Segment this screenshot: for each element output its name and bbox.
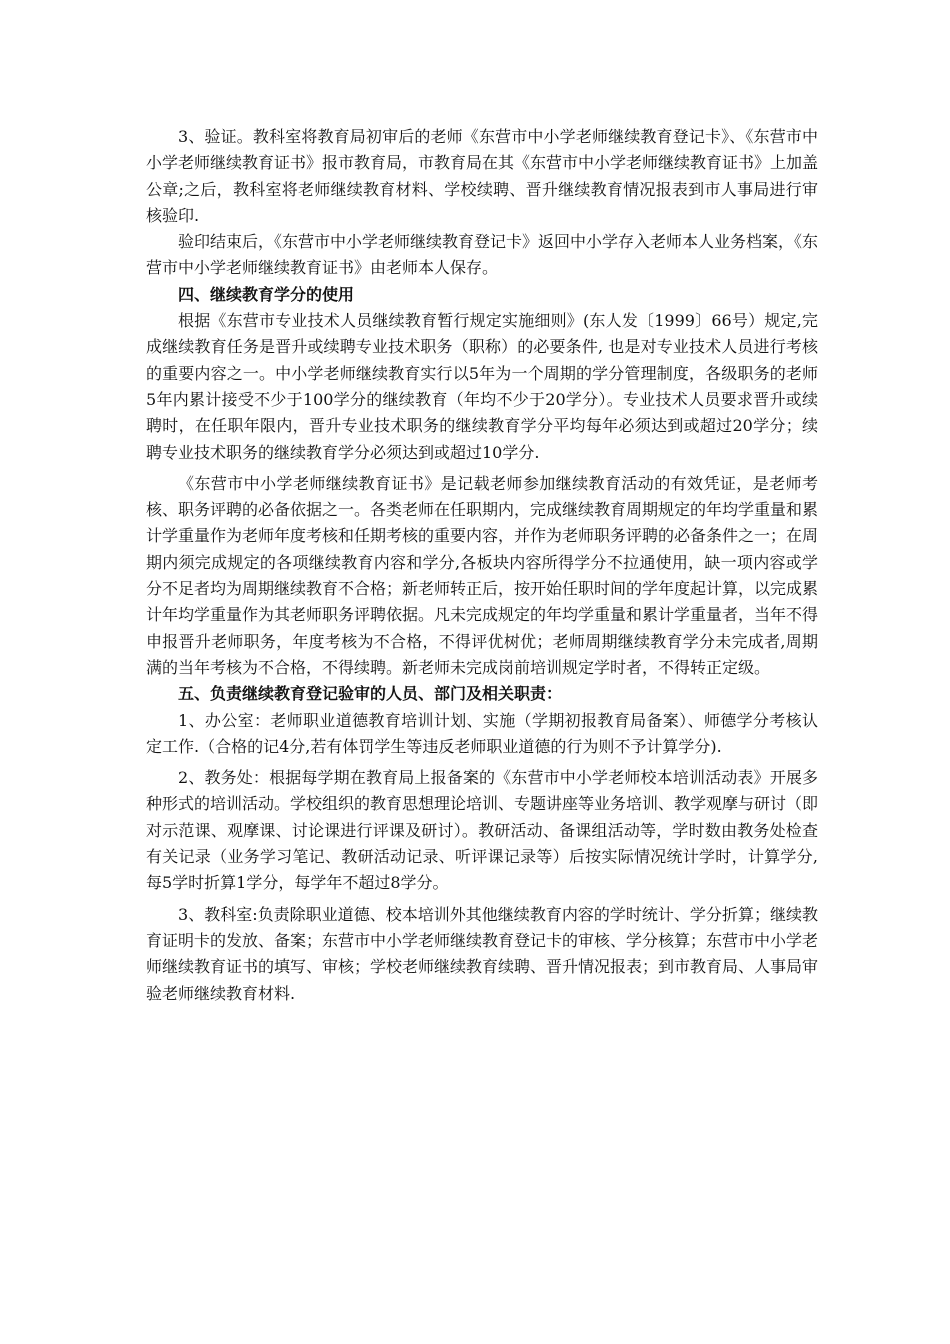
section-heading-responsibilities: 五、负责继续教育登记验审的人员、部门及相关职责： bbox=[178, 684, 563, 704]
paragraph-academic-affairs: 2、教务处：根据每学期在教育局上报备案的《东营市中小学老师校本培训活动表》开展多种形式的培训活动。学校组织的教育思想理论培训、专题讲座等业务培训、教学观摩与研讨（即对示范课、观摩课、讨论课进行评课及研讨）。教研活动、备课组活动等，学时数由教务处检查有关记录（业务学习笔记、教研活动记录、听评课记录等）后按实际情况统计学时，计算学分,每5学时折算1学分，每学年不超过8学分。 bbox=[146, 768, 819, 893]
paragraph-after-verification: 验印结束后，《东营市中小学老师继续教育登记卡》返回中小学存入老师本人业务档案，《东营市中小学老师继续教育证书》由老师本人保存。 bbox=[146, 232, 819, 278]
section-heading-credit-usage: 四、继续教育学分的使用 bbox=[178, 284, 355, 304]
paragraph-certificate: 《东营市中小学老师继续教育证书》是记载老师参加继续教育活动的有效凭证，是老师考核、职务评聘的必备依据之一。各类老师在任职期内，完成继续教育周期规定的年均学重量和累计学重量作为老师年度考核和任期考核的重要内容，并作为老师职务评聘的必备条件之一；在周期内须完成规定的各项继续教育内容和学分,各板块内容所得学分不拉通使用，缺一项内容或学分不足者均为周期继续教育不合格；新老师转正后，按开始任职时间的学年度起计算，以完成累计年均学重量作为其老师职务评聘依据。凡未完成规定的年均学重量和累计学重量者，当年不得申报晋升老师职务，年度考核为不合格，不得评优树优；老师周期继续教育学分未完成者,周期满的当年考核为不合格，不得续聘。新老师未完成岗前培训规定学时者，不得转正定级。 bbox=[146, 473, 819, 677]
paragraph-verification: 3、验证。教科室将教育局初审后的老师《东营市中小学老师继续教育登记卡》、《东营市中小学老师继续教育证书》报市教育局，市教育局在其《东营市中小学老师继续教育证书》上加盖公章;之后，教科室将老师继续教育材料、学校续聘、晋升继续教育情况报表到市人事局进行审核验印. bbox=[146, 127, 819, 225]
document-page bbox=[146, 124, 818, 1007]
paragraph-research-office: 3、教科室:负责除职业道德、校本培训外其他继续教育内容的学时统计、学分折算；继续教育证明卡的发放、备案；东营市中小学老师继续教育登记卡的审核、学分核算；东营市中小学老师继续教育证书的填写、审核；学校老师继续教育续聘、晋升情况报表；到市教育局、人事局审验老师继续教育材料. bbox=[146, 904, 819, 1003]
paragraph-office: 1、办公室：老师职业道德教育培训计划、实施（学期初报教育局备案）、师德学分考核认定工作.（合格的记4分,若有体罚学生等违反老师职业道德的行为则不予计算学分). bbox=[146, 710, 818, 756]
paragraph-credit-rules: 根据《东营市专业技术人员继续教育暂行规定实施细则》(东人发〔1999〕66号）规定,完成继续教育任务是晋升或续聘专业技术职务（职称）的必要条件, 也是对专业技术人员进行考核的重要内容之一。中小学老师继续教育实行以5年为一个周期的学分管理制度，各级职务的老师5年内累计接受不少于100学分的继续教育（年均不少于20学分）。专业技术人员要求晋升或续聘时，在任职年限内，晋升专业技术职务的继续教育学分平均每年必须达到或超过20学分；续聘专业技术职务的继续教育学分必须达到或超过10学分. bbox=[146, 311, 818, 462]
